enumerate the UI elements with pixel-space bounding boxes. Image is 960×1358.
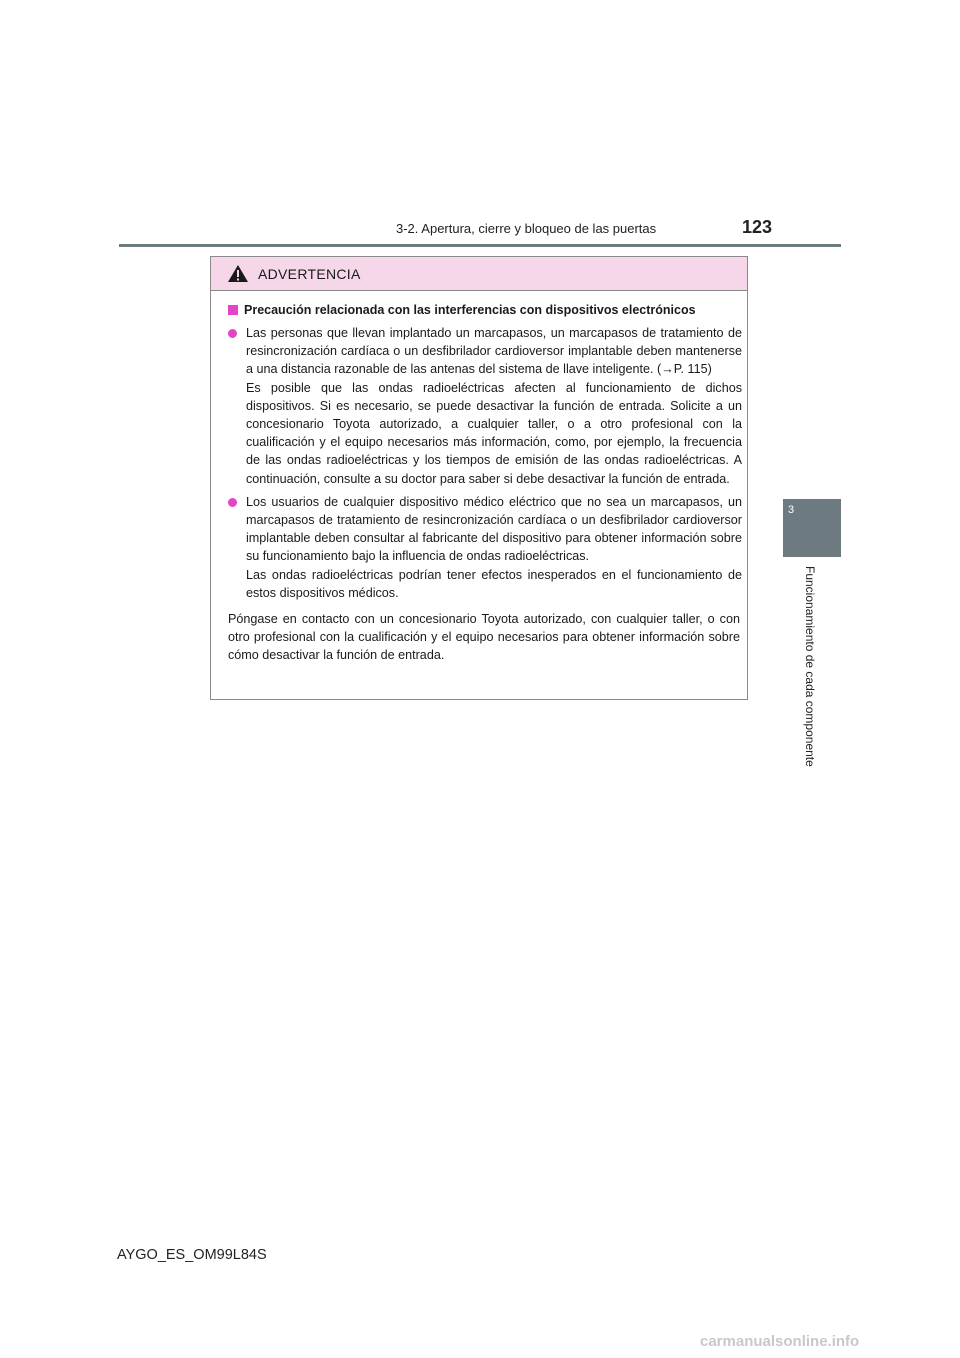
closing-paragraph: Póngase en contacto con un concesionario Toyota autorizado, con cualquier taller, o con otro profesional con la cualificación y el equipo necesarios para obtener información sobre cómo desactivar la función de entrada. [228,612,740,663]
paragraph: Es posible que las ondas radioeléctricas afecten al funcionamiento de dichos dispositivos. Si es necesario, se puede desactivar la función de entrada. Solicite a un concesionario Toyota autorizado, a cualquier taller, o a otro profesional con la cualificación y el equipo necesarios más información, como, por ejemplo, la frecuencia de las ondas radioeléctricas y los tiempos de emisión de las ondas radioeléctricas. A continuación, consulte a su doctor para saber si debe desactivar la función de entrada. [246,380,742,486]
square-bullet-icon [228,305,238,315]
circle-bullet-icon [228,498,237,507]
warning-header [211,257,747,291]
watermark: carmanualsonline.info [700,1333,860,1350]
section-heading [228,301,742,319]
page-number: 123 [742,217,773,237]
warning-title: ADVERTENCIA [258,265,361,282]
list-item [228,493,742,602]
warning-body [211,291,747,665]
paragraph: Los usuarios de cualquier dispositivo médico eléctrico que no sea un marcapasos, un marcapasos de tratamiento de resincronización cardíaca o un desfibrilador cardioversor implantable deben consultar al fabricante del dispositivo para obtener información sobre su funcionamiento bajo la influencia de ondas radioeléctricas. [246,494,742,564]
paragraph: Las personas que llevan implantado un marcapasos, un marcapasos de tratamiento de resincronización cardíaca o un desfibrilador cardioversor implantable deben mantenerse a una distancia razonable de las antenas del sistema de llave inteligente. (→P. 115) [246,326,742,377]
circle-bullet-icon [228,329,237,338]
section-heading-text: Precaución relacionada con las interferencias con dispositivos electrónicos [244,303,696,317]
warning-triangle-icon [227,264,249,283]
header-rule [119,244,841,247]
chapter-number: 3 [788,504,795,516]
list-item-text [246,324,742,488]
section-title: 3-2. Apertura, cierre y bloqueo de las puertas [396,221,657,236]
warning-box [210,256,748,700]
chapter-label: Funcionamiento de cada componente [803,566,817,767]
list-item-text [246,493,742,602]
list-item [228,324,742,488]
paragraph: Las ondas radioeléctricas podrían tener efectos inesperados en el funcionamiento de estos dispositivos médicos. [246,567,742,600]
document-code: AYGO_ES_OM99L84S [117,1247,267,1263]
